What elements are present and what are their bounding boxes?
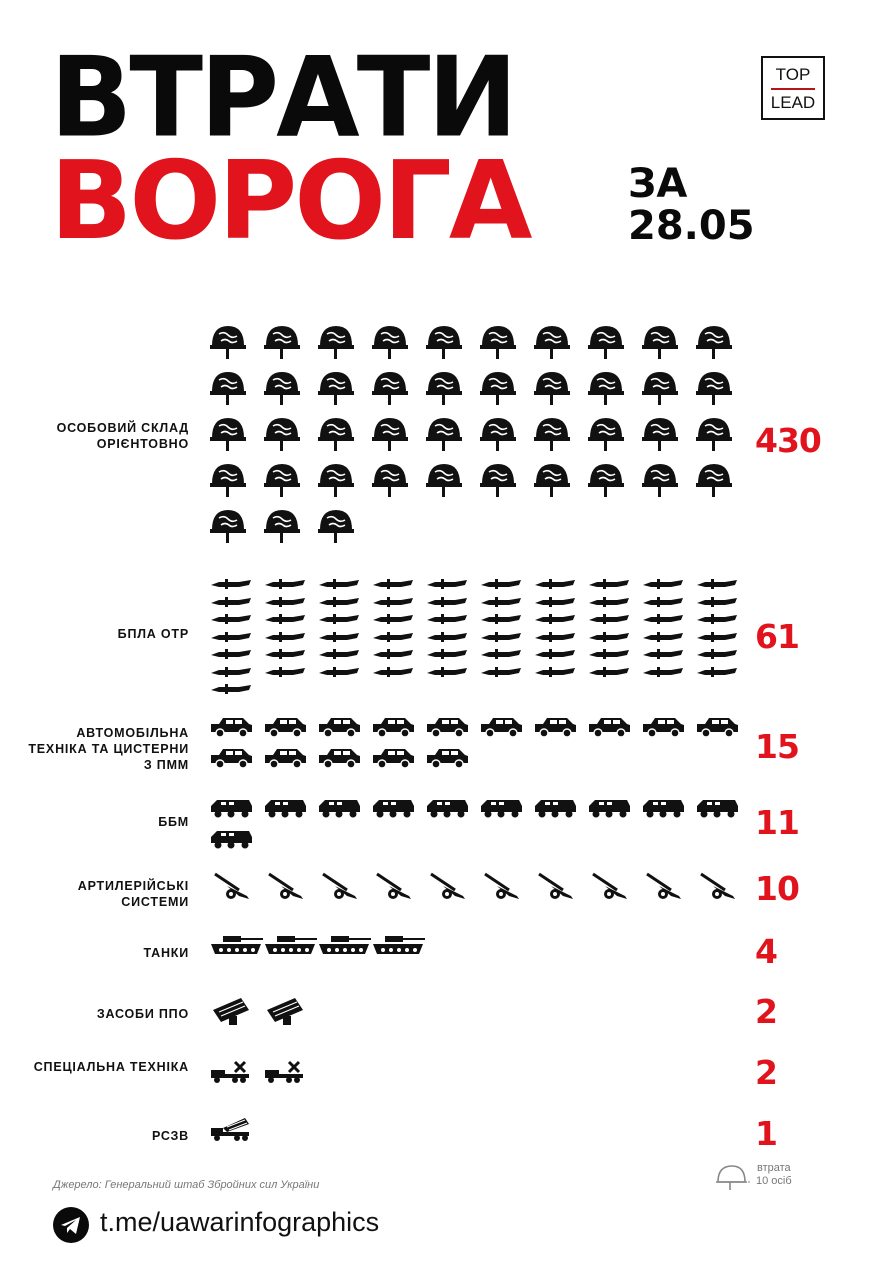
helmet-icon bbox=[371, 322, 409, 362]
logo-bottom: LEAD bbox=[770, 93, 816, 112]
drone-icon bbox=[479, 666, 523, 678]
drone-icon bbox=[587, 613, 631, 625]
helmet-icon bbox=[263, 460, 301, 500]
helmet-icon bbox=[317, 460, 355, 500]
drone-icon bbox=[317, 666, 361, 678]
armored-vehicle-icon bbox=[263, 797, 307, 819]
date-subtitle bbox=[628, 163, 755, 247]
drone-icon bbox=[479, 631, 523, 643]
drone-icon bbox=[695, 631, 739, 643]
helmet-icon bbox=[317, 368, 355, 408]
artillery-icon bbox=[479, 872, 523, 900]
title-line-2: ВОРОГА bbox=[50, 139, 530, 264]
helmet-icon bbox=[317, 414, 355, 454]
legend-line-2: 10 осіб bbox=[756, 1175, 792, 1187]
helmet-icon bbox=[587, 368, 625, 408]
helmet-icon bbox=[209, 506, 247, 546]
telegram-icon[interactable] bbox=[53, 1207, 89, 1243]
drone-icon bbox=[425, 578, 469, 590]
helmet-icon bbox=[209, 460, 247, 500]
drone-icon bbox=[371, 648, 415, 660]
armored-vehicle-icon bbox=[209, 828, 253, 850]
artillery-icon bbox=[641, 872, 685, 900]
grid-mlrs bbox=[209, 1116, 749, 1146]
drone-icon bbox=[533, 596, 577, 608]
drone-icon bbox=[641, 578, 685, 590]
drone-icon bbox=[263, 648, 307, 660]
drone-icon bbox=[209, 683, 253, 695]
helmet-icon bbox=[479, 322, 517, 362]
count-vehicles: 15 bbox=[755, 727, 799, 766]
drone-icon bbox=[263, 631, 307, 643]
helmet-icon bbox=[641, 460, 679, 500]
label-airdefense: ЗАСОБИ ППО bbox=[96, 1007, 189, 1021]
helmet-icon bbox=[587, 460, 625, 500]
drone-icon bbox=[641, 613, 685, 625]
helmet-icon bbox=[641, 414, 679, 454]
grid-afv bbox=[209, 797, 749, 853]
helmet-icon bbox=[263, 368, 301, 408]
drone-icon bbox=[533, 648, 577, 660]
helmet-icon bbox=[425, 322, 463, 362]
helmet-icon bbox=[695, 414, 733, 454]
helmet-icon bbox=[371, 414, 409, 454]
grid-personnel bbox=[209, 322, 749, 554]
drone-icon bbox=[317, 613, 361, 625]
helmet-icon bbox=[371, 368, 409, 408]
drone-icon bbox=[533, 631, 577, 643]
helmet-icon bbox=[587, 414, 625, 454]
drone-icon bbox=[587, 648, 631, 660]
legend-line-1: втрата bbox=[756, 1162, 791, 1174]
drone-icon bbox=[641, 666, 685, 678]
grid-tanks bbox=[209, 934, 749, 966]
drone-icon bbox=[317, 631, 361, 643]
helmet-icon bbox=[641, 368, 679, 408]
label-personnel: ОСОБОВИЙ СКЛАД ОРІЄНТОВНО bbox=[56, 421, 189, 451]
drone-icon bbox=[317, 596, 361, 608]
subtitle-date: 28.05 bbox=[628, 203, 755, 249]
car-icon bbox=[425, 747, 469, 769]
logo-top: TOP bbox=[775, 65, 811, 84]
helmet-icon bbox=[317, 322, 355, 362]
artillery-icon bbox=[533, 872, 577, 900]
drone-icon bbox=[209, 666, 253, 678]
drone-icon bbox=[533, 613, 577, 625]
car-icon bbox=[587, 716, 631, 738]
armored-vehicle-icon bbox=[641, 797, 685, 819]
helmet-icon bbox=[371, 460, 409, 500]
special-vehicle-icon bbox=[263, 1060, 307, 1084]
drone-icon bbox=[641, 631, 685, 643]
drone-icon bbox=[695, 648, 739, 660]
count-personnel: 430 bbox=[755, 421, 821, 460]
drone-icon bbox=[695, 666, 739, 678]
helmet-icon bbox=[209, 322, 247, 362]
drone-icon bbox=[479, 648, 523, 660]
helmet-icon bbox=[263, 414, 301, 454]
car-icon bbox=[479, 716, 523, 738]
label-uav: БПЛА ОТР bbox=[117, 627, 189, 641]
car-icon bbox=[641, 716, 685, 738]
count-mlrs: 1 bbox=[755, 1114, 777, 1153]
label-artillery: АРТИЛЕРІЙСЬКІ СИСТЕМИ bbox=[77, 879, 189, 909]
helmet-icon bbox=[263, 322, 301, 362]
helmet-icon bbox=[641, 322, 679, 362]
tank-icon bbox=[371, 934, 427, 956]
helmet-icon bbox=[263, 506, 301, 546]
tank-icon bbox=[263, 934, 319, 956]
count-special: 2 bbox=[755, 1053, 777, 1092]
car-icon bbox=[209, 747, 253, 769]
artillery-icon bbox=[371, 872, 415, 900]
drone-icon bbox=[587, 631, 631, 643]
grid-vehicles bbox=[209, 716, 749, 776]
drone-icon bbox=[533, 578, 577, 590]
drone-icon bbox=[425, 613, 469, 625]
telegram-link[interactable]: t.me/uawarinfographics bbox=[100, 1207, 380, 1237]
drone-icon bbox=[533, 666, 577, 678]
car-icon bbox=[371, 747, 415, 769]
car-icon bbox=[695, 716, 739, 738]
legend-helmet-icon bbox=[714, 1162, 750, 1192]
label-mlrs: РСЗВ bbox=[152, 1129, 189, 1143]
armored-vehicle-icon bbox=[209, 797, 253, 819]
artillery-icon bbox=[425, 872, 469, 900]
drone-icon bbox=[425, 666, 469, 678]
drone-icon bbox=[425, 648, 469, 660]
artillery-icon bbox=[263, 872, 307, 900]
helmet-icon bbox=[479, 460, 517, 500]
drone-icon bbox=[317, 648, 361, 660]
special-vehicle-icon bbox=[209, 1060, 253, 1084]
drone-icon bbox=[263, 613, 307, 625]
helmet-icon bbox=[533, 322, 571, 362]
car-icon bbox=[209, 716, 253, 738]
drone-icon bbox=[371, 578, 415, 590]
drone-icon bbox=[371, 613, 415, 625]
car-icon bbox=[317, 747, 361, 769]
helmet-icon bbox=[479, 368, 517, 408]
helmet-icon bbox=[533, 368, 571, 408]
grid-special bbox=[209, 1060, 749, 1090]
helmet-icon bbox=[533, 414, 571, 454]
drone-icon bbox=[425, 596, 469, 608]
helmet-icon bbox=[425, 414, 463, 454]
drone-icon bbox=[641, 596, 685, 608]
logo-divider bbox=[771, 88, 815, 90]
artillery-icon bbox=[209, 872, 253, 900]
armored-vehicle-icon bbox=[587, 797, 631, 819]
count-artillery: 10 bbox=[755, 869, 799, 908]
helmet-icon bbox=[587, 322, 625, 362]
top-lead-logo bbox=[761, 56, 825, 120]
artillery-icon bbox=[317, 872, 361, 900]
armored-vehicle-icon bbox=[371, 797, 415, 819]
label-tanks: ТАНКИ bbox=[143, 946, 189, 960]
count-airdefense: 2 bbox=[755, 992, 777, 1031]
drone-icon bbox=[695, 613, 739, 625]
drone-icon bbox=[209, 578, 253, 590]
label-afv: ББМ bbox=[158, 815, 189, 829]
drone-icon bbox=[371, 631, 415, 643]
drone-icon bbox=[209, 596, 253, 608]
drone-icon bbox=[587, 596, 631, 608]
armored-vehicle-icon bbox=[317, 797, 361, 819]
helmet-icon bbox=[209, 368, 247, 408]
drone-icon bbox=[641, 648, 685, 660]
armored-vehicle-icon bbox=[479, 797, 523, 819]
armored-vehicle-icon bbox=[425, 797, 469, 819]
car-icon bbox=[533, 716, 577, 738]
helmet-icon bbox=[479, 414, 517, 454]
title-line-1: ВТРАТИ bbox=[50, 34, 515, 163]
drone-icon bbox=[209, 648, 253, 660]
source-note: Джерело: Генеральний штаб Збройних сил України bbox=[53, 1179, 320, 1191]
drone-icon bbox=[695, 596, 739, 608]
drone-icon bbox=[209, 631, 253, 643]
legend-text bbox=[756, 1162, 792, 1188]
armored-vehicle-icon bbox=[533, 797, 577, 819]
car-icon bbox=[317, 716, 361, 738]
count-afv: 11 bbox=[755, 803, 799, 842]
helmet-icon bbox=[317, 506, 355, 546]
armored-vehicle-icon bbox=[695, 797, 739, 819]
car-icon bbox=[371, 716, 415, 738]
drone-icon bbox=[479, 578, 523, 590]
drone-icon bbox=[263, 578, 307, 590]
grid-artillery bbox=[209, 872, 749, 908]
car-icon bbox=[425, 716, 469, 738]
paper-plane-icon bbox=[53, 1207, 89, 1243]
drone-icon bbox=[263, 666, 307, 678]
air-defense-icon bbox=[209, 996, 253, 1026]
helmet-icon bbox=[695, 368, 733, 408]
drone-icon bbox=[587, 578, 631, 590]
car-icon bbox=[263, 716, 307, 738]
drone-icon bbox=[317, 578, 361, 590]
drone-icon bbox=[587, 666, 631, 678]
drone-icon bbox=[695, 578, 739, 590]
grid-uav bbox=[209, 578, 749, 698]
helmet-icon bbox=[533, 460, 571, 500]
drone-icon bbox=[209, 613, 253, 625]
drone-icon bbox=[479, 613, 523, 625]
count-tanks: 4 bbox=[755, 932, 777, 971]
helmet-icon bbox=[209, 414, 247, 454]
grid-airdefense bbox=[209, 996, 749, 1030]
car-icon bbox=[263, 747, 307, 769]
helmet-icon bbox=[425, 460, 463, 500]
drone-icon bbox=[479, 596, 523, 608]
air-defense-icon bbox=[263, 996, 307, 1026]
tank-icon bbox=[209, 934, 265, 956]
artillery-icon bbox=[695, 872, 739, 900]
artillery-icon bbox=[587, 872, 631, 900]
helmet-icon bbox=[695, 460, 733, 500]
drone-icon bbox=[371, 596, 415, 608]
label-special: СПЕЦІАЛЬНА ТЕХНІКА bbox=[33, 1060, 189, 1074]
mlrs-icon bbox=[209, 1116, 253, 1142]
drone-icon bbox=[263, 596, 307, 608]
drone-icon bbox=[371, 666, 415, 678]
drone-icon bbox=[425, 631, 469, 643]
helmet-icon bbox=[425, 368, 463, 408]
count-uav: 61 bbox=[755, 617, 799, 656]
label-vehicles: АВТОМОБІЛЬНА ТЕХНІКА ТА ЦИСТЕРНИ З ПММ bbox=[28, 726, 189, 772]
subtitle-prefix: ЗА bbox=[628, 161, 688, 207]
helmet-icon bbox=[695, 322, 733, 362]
tank-icon bbox=[317, 934, 373, 956]
